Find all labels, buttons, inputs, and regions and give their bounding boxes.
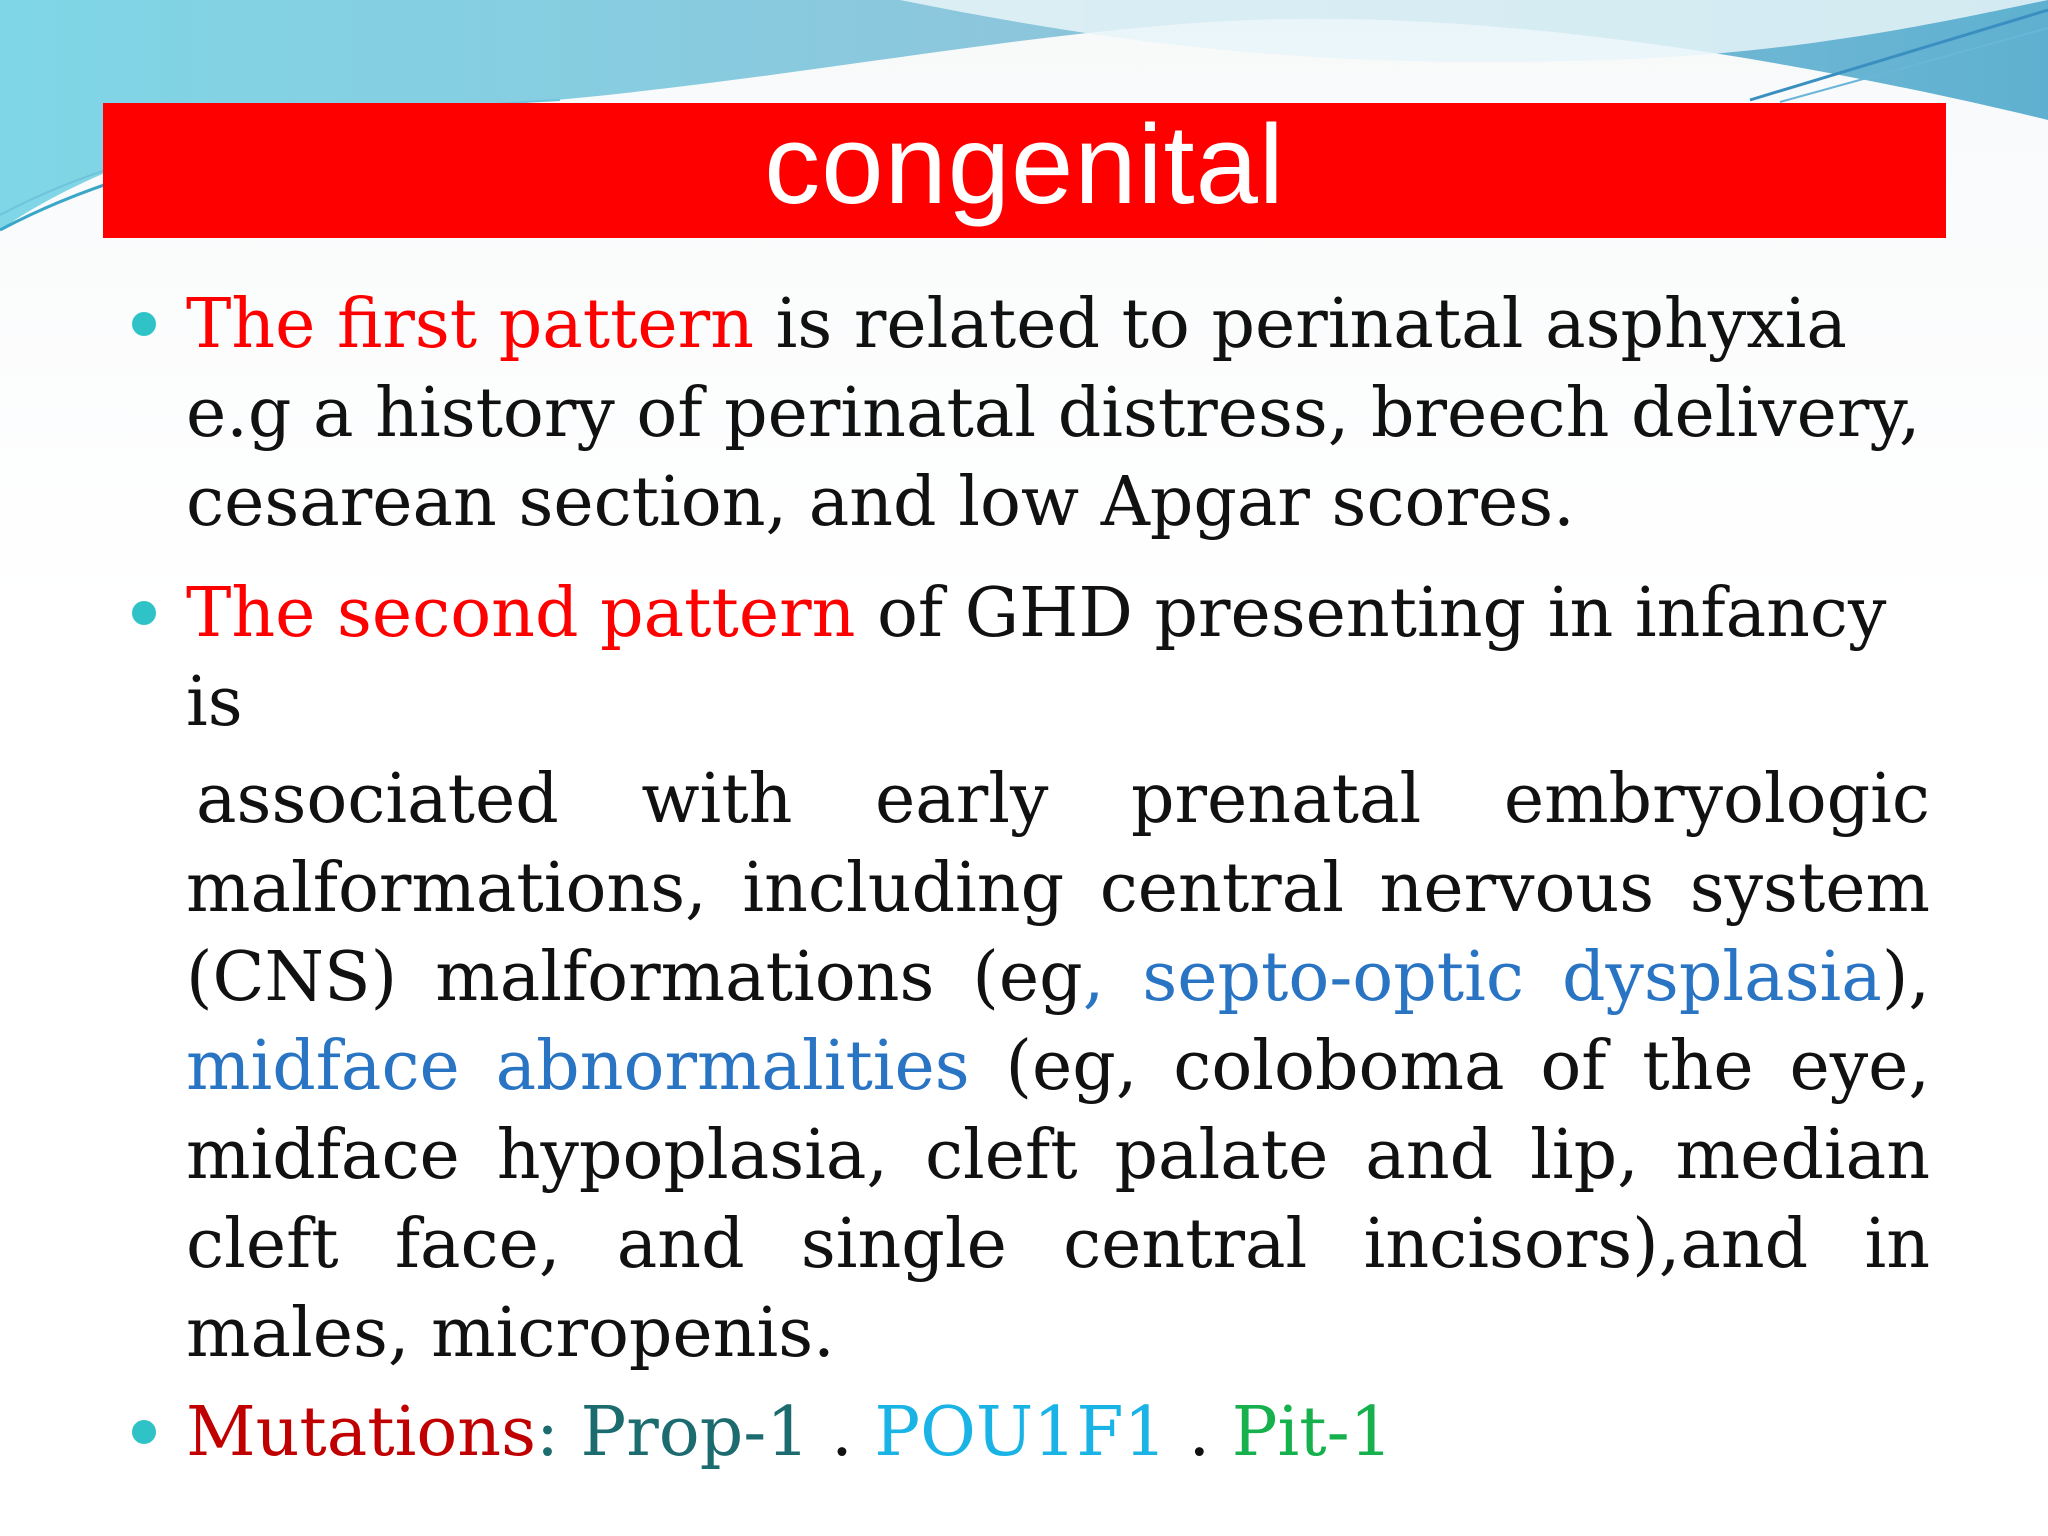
mutation-pou1f1: POU1F1 [874, 1393, 1167, 1472]
continuation-text-1: associated with early prenatal embryologic malformations, including central nervous system (CNS) malformations (eg [186, 760, 1930, 1017]
bullet-second-pattern [130, 569, 1930, 747]
first-pattern-text: is related to perinatal asphyxia e.g a history of perinatal distress, breech delivery, cesarean section, and low Apgar scores. [186, 285, 1921, 542]
slide-content [130, 280, 1930, 1477]
continuation-text-3: (eg, coloboma of the eye, midface hypoplasia, cleft palate and lip, median cleft face, and single central incisors),and in males, micropenis. [186, 1027, 1930, 1373]
mutation-separator-2: . [1166, 1393, 1232, 1472]
first-pattern-highlight: The first pattern [186, 285, 754, 364]
second-pattern-text: of GHD presenting in infancy is [186, 574, 1887, 742]
bullet-dot-icon [132, 1420, 156, 1444]
mutation-pit1: Pit-1 [1231, 1393, 1393, 1472]
mutation-separator-1: . [809, 1393, 875, 1472]
title-bar [103, 103, 1946, 238]
mutations-colon: : [536, 1393, 581, 1472]
septo-optic-dysplasia: septo-optic dysplasia [1104, 938, 1882, 1017]
slide-title: congenital [764, 101, 1285, 227]
midface-abnormalities: midface abnormalities [186, 1027, 970, 1106]
continuation-text-2: ), [1881, 938, 1930, 1017]
second-pattern-continuation [130, 755, 1930, 1378]
bullet-dot-icon [132, 312, 156, 336]
second-pattern-highlight: The second pattern [186, 574, 856, 653]
mutation-prop1: Prop-1 [580, 1393, 810, 1472]
bullet-mutations [130, 1388, 1930, 1477]
comma-blue: , [1082, 938, 1105, 1017]
mutations-label: Mutations [186, 1393, 536, 1472]
bullet-dot-icon [132, 601, 156, 625]
bullet-first-pattern [130, 280, 1930, 547]
